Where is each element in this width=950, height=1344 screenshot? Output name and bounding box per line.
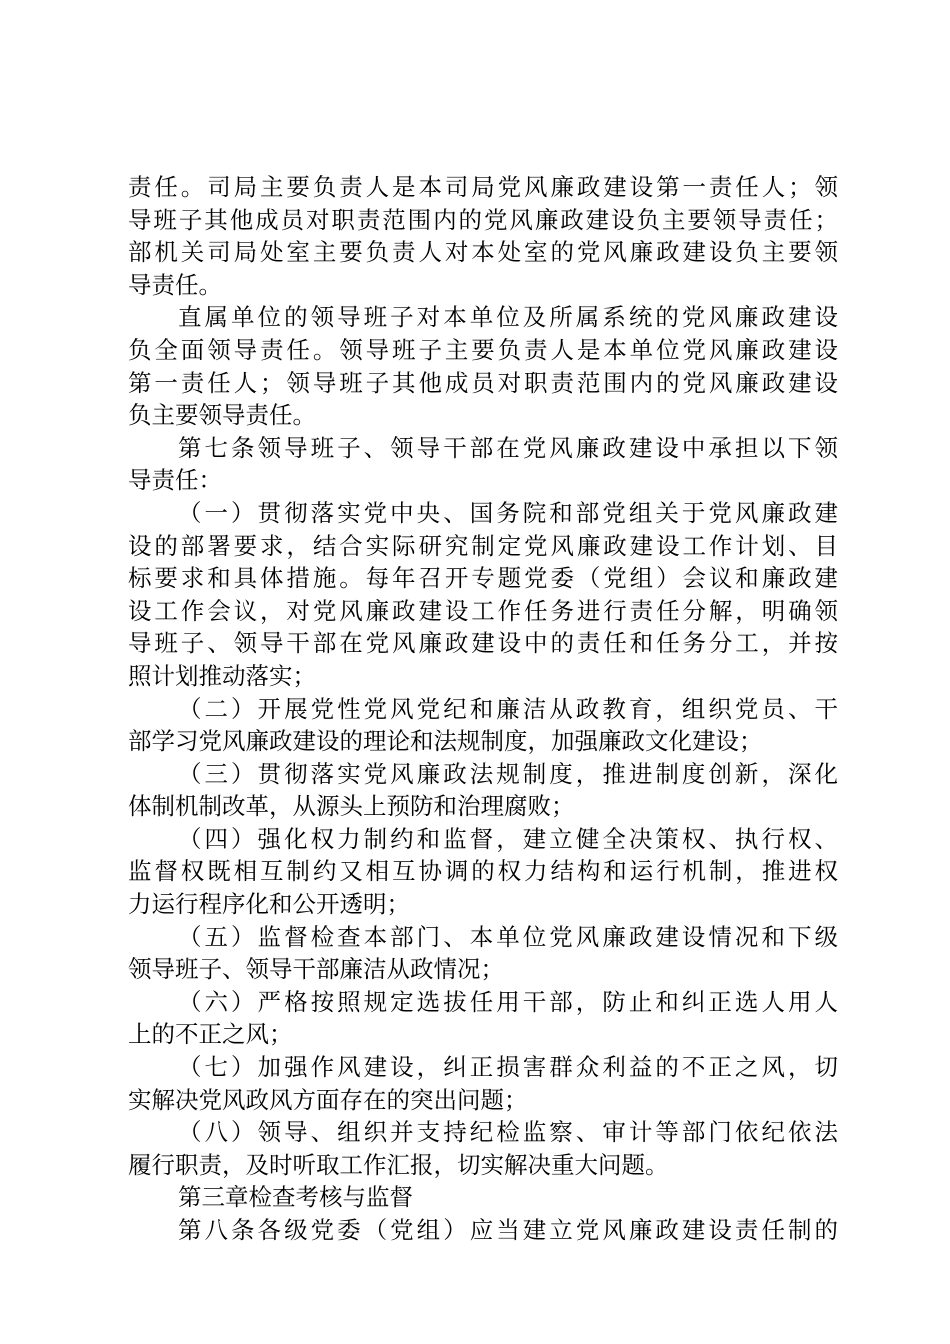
text-line: 直属单位的领导班子对本单位及所属系统的党风廉政建设 — [178, 303, 838, 332]
text-line: 负全面领导责任。领导班子主要负责人是本单位党风廉政建设 — [128, 335, 838, 364]
text-line: 体制机制改革，从源头上预防和治理腐败； — [128, 792, 575, 821]
text-line: 力运行程序化和公开透明； — [128, 890, 410, 919]
text-line: 监督权既相互制约又相互协调的权力结构和运行机制，推进权 — [128, 857, 838, 886]
text-line: 设工作会议，对党风廉政建设工作任务进行责任分解，明确领 — [128, 596, 838, 625]
text-line: 实解决党风政风方面存在的突出问题； — [128, 1085, 528, 1114]
text-line: （六）严格按照规定选拔任用干部，防止和纠正选人用人 — [178, 987, 838, 1016]
text-line: 领导班子、领导干部廉洁从政情况； — [128, 955, 504, 984]
text-line: （五）监督检查本部门、本单位党风廉政建设情况和下级 — [178, 922, 838, 951]
text-line: 导责任： — [128, 466, 222, 495]
text-line: 部学习党风廉政建设的理论和法规制度，加强廉政文化建设； — [128, 727, 763, 756]
text-line: 第一责任人；领导班子其他成员对职责范围内的党风廉政建设 — [128, 368, 838, 397]
text-line: 导班子其他成员对职责范围内的党风廉政建设负主要领导责任； — [128, 205, 838, 234]
document-body — [128, 171, 838, 1247]
text-line: 设的部署要求，结合实际研究制定党风廉政建设工作计划、目 — [128, 531, 838, 560]
text-line: 导责任。 — [128, 270, 222, 299]
text-line: 第三章检查考核与监督 — [178, 1183, 413, 1212]
text-line: 部机关司局处室主要负责人对本处室的党风廉政建设负主要领 — [128, 238, 838, 267]
text-line: 导班子、领导干部在党风廉政建设中的责任和任务分工，并按 — [128, 629, 838, 658]
text-line: 第八条各级党委（党组）应当建立党风廉政建设责任制的 — [178, 1216, 838, 1244]
text-line: （二）开展党性党风党纪和廉洁从政教育，组织党员、干 — [178, 694, 838, 723]
text-line: 标要求和具体措施。每年召开专题党委（党组）会议和廉政建 — [128, 564, 838, 593]
text-line: （四）强化权力制约和监督，建立健全决策权、执行权、 — [178, 824, 838, 853]
text-line: 履行职责，及时听取工作汇报，切实解决重大问题。 — [128, 1150, 669, 1179]
text-line: （一）贯彻落实党中央、国务院和部党组关于党风廉政建 — [178, 498, 838, 527]
text-line: 第七条领导班子、领导干部在党风廉政建设中承担以下领 — [178, 433, 838, 462]
text-line: （三）贯彻落实党风廉政法规制度，推进制度创新，深化 — [178, 759, 838, 788]
text-line: （八）领导、组织并支持纪检监察、审计等部门依纪依法 — [178, 1118, 838, 1147]
text-line: 照计划推动落实； — [128, 661, 316, 690]
text-line: （七）加强作风建设，纠正损害群众利益的不正之风，切 — [178, 1053, 838, 1082]
text-line: 负主要领导责任。 — [128, 401, 316, 430]
text-line: 上的不正之风； — [128, 1020, 293, 1049]
text-line: 责任。司局主要负责人是本司局党风廉政建设第一责任人；领 — [128, 173, 838, 201]
